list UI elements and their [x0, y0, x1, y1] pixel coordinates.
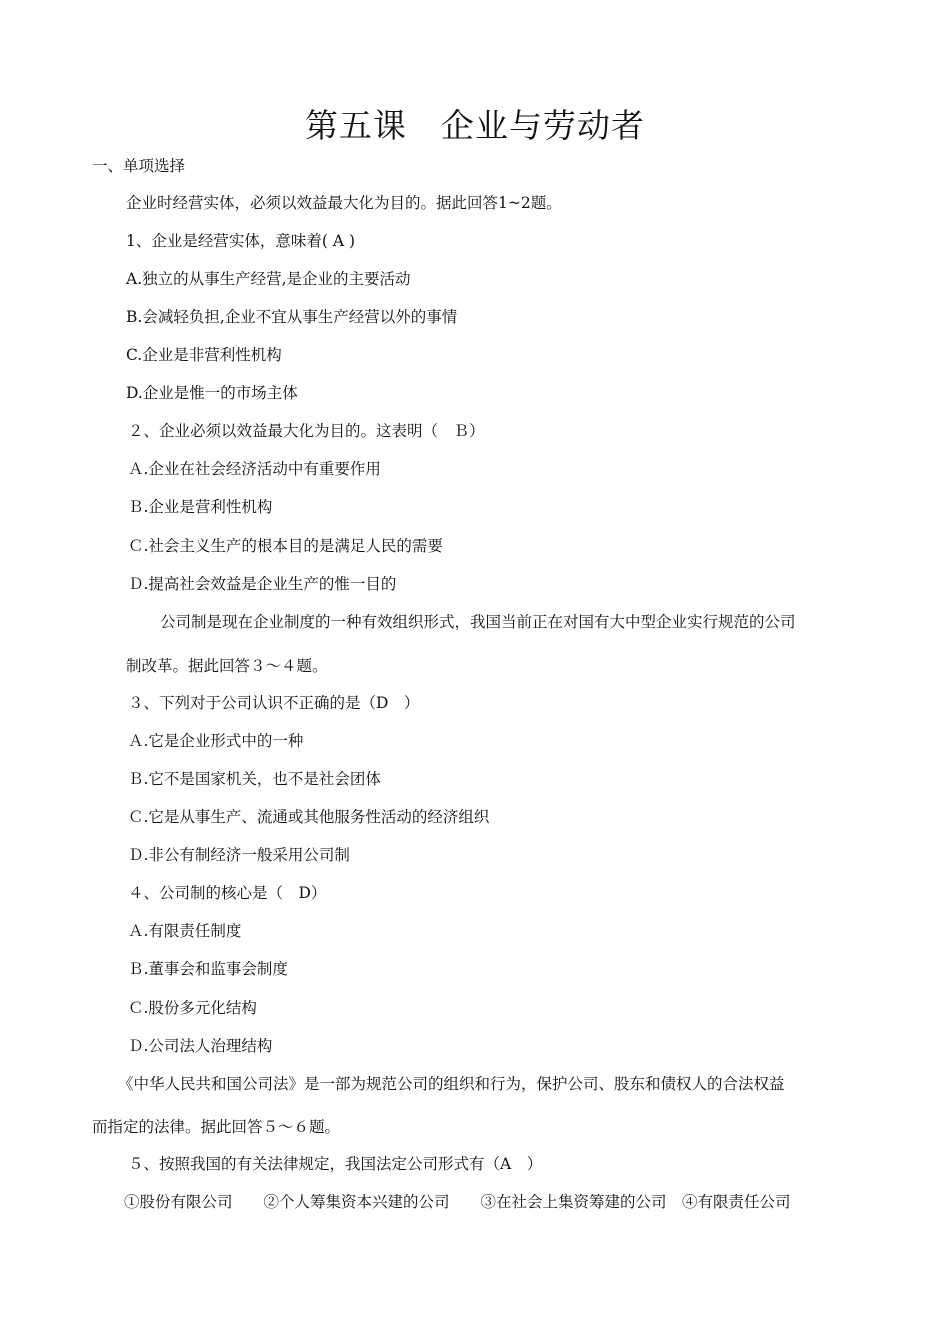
question-1-option-b: B.会减轻负担,企业不宜从事生产经营以外的事情: [126, 308, 458, 326]
question-2-option-b: Ｂ.企业是营利性机构: [128, 498, 273, 516]
question-5-items: ①股份有限公司 ②个人筹集资本兴建的公司 ③在社会上集资筹建的公司 ④有限责任公司: [124, 1193, 791, 1211]
question-2-option-d: Ｄ.提高社会效益是企业生产的惟一目的: [128, 575, 397, 593]
question-5: ５、按照我国的有关法律规定，我国法定公司形式有（A ）: [128, 1155, 543, 1173]
question-3-option-b: Ｂ.它不是国家机关，也不是社会团体: [128, 770, 381, 788]
question-2-option-c: Ｃ.社会主义生产的根本目的是满足人民的需要: [128, 537, 443, 555]
question-4-option-c: Ｃ.股份多元化结构: [128, 999, 257, 1017]
question-2-option-a: Ａ.企业在社会经济活动中有重要作用: [128, 460, 381, 478]
intro-paragraph-2-cont: 制改革。据此回答３～４题。: [126, 657, 328, 675]
section-heading: 一、单项选择: [92, 157, 186, 175]
question-4-option-b: Ｂ.董事会和监事会制度: [128, 960, 288, 978]
question-4-option-d: Ｄ.公司法人治理结构: [128, 1037, 273, 1055]
question-2: ２、企业必须以效益最大化为目的。这表明（ Ｂ）: [128, 422, 485, 440]
question-3-option-c: Ｃ.它是从事生产、流通或其他服务性活动的经济组织: [128, 808, 490, 826]
question-4-option-a: Ａ.有限责任制度: [128, 922, 242, 940]
question-1: 1、企业是经营实体，意味着( A ): [126, 232, 356, 250]
page-title: 第五课 企业与劳动者: [305, 106, 645, 145]
question-1-option-d: D.企业是惟一的市场主体: [126, 384, 298, 402]
intro-paragraph-3: 《中华人民共和国公司法》是一部为规范公司的组织和行为，保护公司、股东和债权人的合法权益: [118, 1075, 785, 1093]
question-4: ４、公司制的核心是（ D）: [128, 884, 327, 902]
intro-paragraph-2: 公司制是现在企业制度的一种有效组织形式，我国当前正在对国有大中型企业实行规范的公司: [160, 613, 796, 631]
question-3-option-a: Ａ.它是企业形式中的一种: [128, 732, 304, 750]
question-1-option-a: A.独立的从事生产经营,是企业的主要活动: [126, 270, 411, 288]
intro-paragraph-3-cont: 而指定的法律。据此回答５～６题。: [92, 1118, 341, 1136]
question-3: ３、下列对于公司认识不正确的是（D ）: [128, 694, 420, 712]
question-1-option-c: C.企业是非营利性机构: [126, 346, 282, 364]
question-3-option-d: Ｄ.非公有制经济一般采用公司制: [128, 846, 350, 864]
intro-paragraph-1: 企业时经营实体，必须以效益最大化为目的。据此回答1~2题。: [126, 194, 562, 212]
